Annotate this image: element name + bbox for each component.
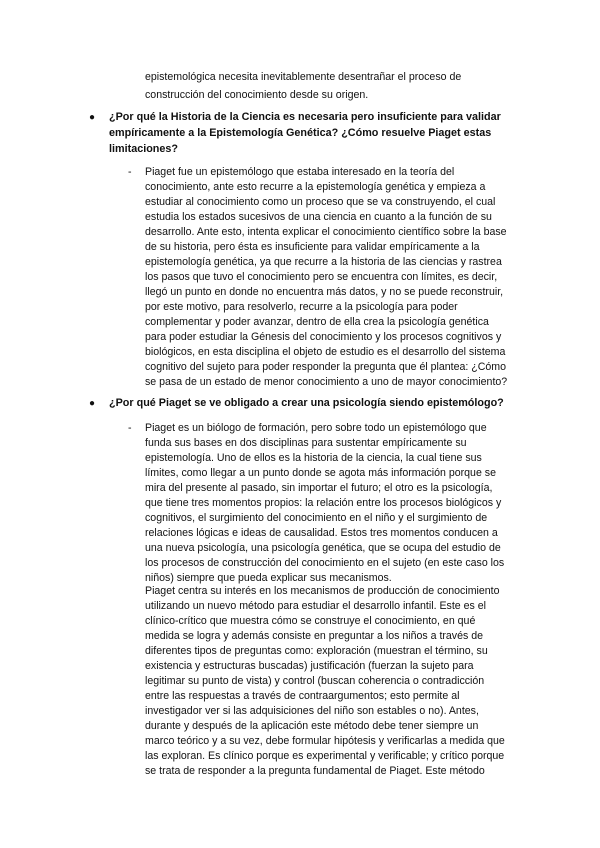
bullet-icon: ● [89, 398, 96, 409]
text-line: estudiar al conocimiento como un proceso que se va construyendo, el cual [145, 196, 496, 208]
text-line: para poder estudiar la Génesis del conocimiento y los procesos cognitivos y [145, 331, 502, 343]
text-line: biológicos, en esta disciplina el objeto de estudio es el desarrollo del sistema [145, 346, 506, 358]
text-line: epistemología genética, ya que recurre a la historia de las ciencias y rastrea [145, 256, 502, 268]
text-line: existencia y estructuras buscadas) justificación (fuerzan la sujeto para [145, 660, 474, 672]
text-line: las exploran. Es clínico porque es experimental y verificable; y crítico porque [145, 750, 505, 762]
text-line: medida se logra y además consiste en preguntar a los niños a través de [145, 630, 484, 642]
text-line: entre las respuestas a través de contraargumentos; esto permite al [145, 690, 460, 702]
text-line: utilizando un nuevo método para estudiar el desarrollo infantil. Este es el [145, 600, 486, 612]
text-line: complementar y poder avanzar, dentro de ella crea la psicología genética [145, 316, 489, 328]
text-line: marco teórico y a su vez, debe formular hipótesis y verificarlas a medida que [145, 735, 505, 747]
text-line: desarrollo. Ante esto, intenta explicar el conocimiento científico sobre la base [145, 226, 507, 238]
text-line: funda sus bases en dos disciplinas para sustentar empíricamente su [145, 437, 467, 449]
text-line: durante y después de la aplicación este método debe tener siempre un [145, 720, 479, 732]
text-line: epistemología. Uno de ellos es la historia de la ciencia, la cual tiene sus [145, 452, 482, 464]
text-line: llegó un punto en donde no encuentra más datos, y no se puede reconstruir, [145, 286, 504, 298]
text-line: Piaget fue un epistemólogo que estaba interesado en la teoría del [145, 166, 455, 178]
question-line: ¿Por qué la Historia de la Ciencia es necesaria pero insuficiente para validar [109, 111, 501, 123]
text-line: legitimar su punto de vista) y control (buscan coherencia o contradicción [145, 675, 485, 687]
text-line: se pasa de un estado de menor conocimiento a uno de mayor conocimiento? [145, 376, 508, 388]
text-line: conocimiento, ante esto recurre a la epistemología genética y empieza a [145, 181, 486, 193]
text-line: epistemológica necesita inevitablemente desentrañar el proceso de [145, 71, 462, 83]
text-line: clínico-crítico que muestra cómo se construye el conocimiento, en qué [145, 615, 476, 627]
text-line: por este motivo, para resolverlo, recurre a la psicología para poder [145, 301, 458, 313]
text-line: investigador ver si las adquisiciones del niño son estables o no). Antes, [145, 705, 479, 717]
text-line: construcción del conocimiento desde su origen. [145, 89, 369, 101]
text-line: los pasos que tuvo el conocimiento pero se encuentra con límites, es decir, [145, 271, 498, 283]
text-line: que tiene tres momentos propios: la relación entre los procesos biológicos y [145, 497, 502, 509]
text-line: límites, como llegar a un punto donde se agota más información porque se [145, 467, 496, 479]
text-line: de su historia, pero ésta es insuficiente para validar empíricamente a la [145, 241, 480, 253]
text-line: se trata de responder a la pregunta fundamental de Piaget. Este método [145, 765, 485, 777]
text-line: cognitivos, el surgimiento del conocimiento en el niño y el surgimiento de [145, 512, 488, 524]
text-line: diferentes tipos de preguntas como: exploración (muestran el término, su [145, 645, 488, 657]
text-line: mira del presente al pasado, sin importar el futuro; el otro es la psicología, [145, 482, 493, 494]
text-line: Piaget centra su interés en los mecanismos de producción de conocimiento [145, 585, 500, 597]
text-line: relaciones lógicas e ideas de causalidad. Estos tres momentos conducen a [145, 527, 498, 539]
text-line: los procesos de construcción del conocimiento en el sujeto (en este caso los [145, 557, 505, 569]
text-line: cognitivo del sujeto para poder responder la pregunta que él plantea: ¿Cómo [145, 361, 507, 373]
question-line: limitaciones? [109, 143, 178, 155]
question-line: ¿Por qué Piaget se ve obligado a crear una psicología siendo epistemólogo? [109, 397, 504, 409]
text-line: niños) siempre que pueda explicar sus mecanismos. [145, 572, 392, 584]
bullet-icon: ● [89, 112, 96, 123]
question-line: empíricamente a la Epistemología Genética? ¿Cómo resuelve Piaget estas [109, 127, 492, 139]
text-line: Piaget es un biólogo de formación, pero sobre todo un epistemólogo que [145, 422, 487, 434]
dash-bullet-icon: - [128, 422, 132, 434]
text-line: estudia los estados sucesivos de una ciencia en cuanto a la función de su [145, 211, 492, 223]
dash-bullet-icon: - [128, 166, 132, 178]
text-line: una nueva psicología, una psicología genética, que se ocupa del estudio de [145, 542, 501, 554]
